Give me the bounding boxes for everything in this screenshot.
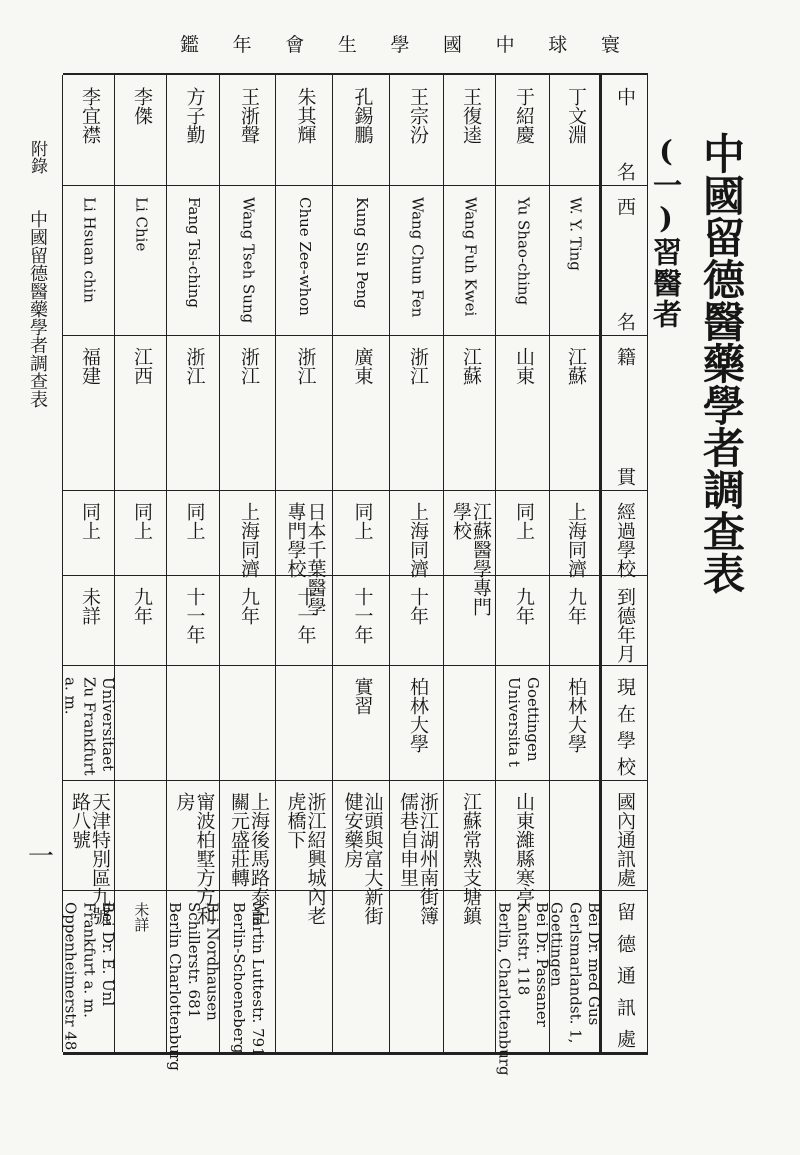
row-7-domestic (220, 792, 276, 925)
row-2-arrival-text: 九年 (512, 587, 535, 625)
row-3-province-text: 江蘇 (459, 347, 482, 385)
column-header-province (600, 347, 648, 486)
row-4-arrival (390, 587, 444, 661)
row-4-roman-text: Wang Chun Fen (408, 197, 427, 318)
running-header-char: 寰 (600, 34, 620, 56)
table-field-rule (63, 185, 648, 186)
row-10-school-text: 同上 (78, 502, 101, 540)
row-7-domestic-text: 上海後馬路泰記 關元盛莊轉 (228, 792, 270, 925)
running-header-char: 會 (285, 34, 305, 56)
column-header-domestic-text: 國內通訊處 (613, 792, 636, 887)
row-6-name-text: 朱其輝 (294, 87, 317, 144)
row-8-province-text: 浙江 (183, 347, 206, 385)
row-4-province-text: 浙江 (406, 347, 429, 385)
running-header-char: 球 (548, 34, 568, 56)
row-2-german-text: Bei Dr. Passaner Kantstr. 118 Berlin, Charlottenburg (495, 902, 552, 1076)
row-1-german (547, 902, 604, 1048)
page-title: 中國留德醫藥學者調查表 (697, 132, 746, 594)
row-8-domestic-text: 甯波柏墅方方利 房 (173, 792, 216, 925)
row-6-roman (276, 197, 333, 331)
running-header-char: 國 (443, 34, 463, 56)
row-2-name (496, 87, 550, 181)
row-8-arrival (167, 587, 220, 661)
row-6-name (276, 87, 333, 181)
row-7-name (220, 87, 276, 181)
running-header-char: 學 (390, 34, 410, 56)
row-3-domestic (444, 792, 496, 925)
table-field-rule (63, 490, 648, 491)
row-7-school-text: 上海同濟 (237, 502, 260, 578)
page-number: 一 (28, 842, 55, 872)
table-field-rule (63, 665, 648, 666)
row-1-school-text: 上海同濟 (564, 502, 587, 578)
row-4-arrival-text: 十年 (406, 587, 429, 625)
row-4-domestic (390, 792, 444, 925)
column-header-german-text: 留德通訊處 (613, 902, 636, 1048)
row-5-school-text: 同上 (351, 502, 374, 540)
row-6-arrival (276, 587, 333, 661)
row-7-german-text: Martin Luttestr. 791 Berlin-Schoeneberg (230, 902, 267, 1057)
row-1-current (550, 677, 600, 776)
row-7-school (220, 502, 276, 578)
row-5-arrival-text: 十一年 (351, 587, 374, 644)
row-9-school (115, 502, 167, 571)
row-1-current-text: 柏林大學 (564, 677, 587, 753)
row-9-arrival-text: 九年 (130, 587, 153, 625)
row-8-german (166, 902, 222, 1071)
running-header-char: 生 (337, 34, 357, 56)
row-5-name (333, 87, 390, 181)
row-8-name (167, 87, 220, 181)
row-3-school-text: 江蘇醫學專門 學校 (450, 502, 492, 616)
row-9-school-text: 同上 (130, 502, 153, 540)
row-4-school (390, 502, 444, 578)
row-5-domestic-text: 汕頭與富大新街 健安藥房 (341, 792, 384, 925)
row-5-province-text: 廣東 (351, 347, 374, 385)
running-header-char: 中 (495, 34, 515, 56)
table-field-rule (63, 780, 648, 781)
row-1-school (550, 502, 600, 578)
row-10-province-text: 福建 (78, 347, 101, 385)
row-2-name-text: 于紹慶 (512, 87, 535, 144)
column-header-school-text: 經過學校 (613, 502, 636, 578)
row-8-domestic (167, 792, 220, 925)
row-7-roman-text: Wang Tseh Sung (239, 197, 258, 324)
row-10-current-text: Universitaet Zu Frankfurt a. m. (61, 677, 118, 776)
row-4-province (390, 347, 444, 486)
row-4-roman (390, 197, 444, 331)
row-4-school-text: 上海同濟 (406, 502, 429, 578)
row-2-arrival (496, 587, 550, 661)
row-3-roman-text: Wang Fuh Kwei (461, 197, 480, 317)
table-field-rule (63, 335, 648, 336)
row-8-school (167, 502, 220, 571)
side-running-title: 中國留德醫藥學者調查表 (27, 210, 48, 408)
row-1-name-text: 丁文淵 (564, 87, 587, 144)
row-7-arrival-text: 九年 (237, 587, 260, 625)
row-1-arrival-text: 九年 (564, 587, 587, 625)
row-8-school-text: 同上 (183, 502, 206, 540)
row-9-roman (115, 197, 167, 331)
column-header-german (600, 902, 648, 1048)
row-10-current (61, 677, 118, 776)
row-8-german-text: B i Nordhausen Schillerstr. 681 Berlin Charlottenburg (166, 902, 222, 1071)
row-10-german-text: Bei Dr. E. Unl Frankfurt a. m. Oppenheimerstr 48 (61, 902, 118, 1051)
row-3-domestic-text: 江蘇常熟支塘鎮 (459, 792, 482, 925)
row-9-province-text: 江西 (130, 347, 153, 385)
row-3-name-text: 王復逵 (459, 87, 482, 144)
column-header-arrival (600, 587, 648, 661)
row-4-domestic-text: 浙江湖州南街簿 儒巷自申里 (397, 792, 439, 925)
column-header-domestic (600, 792, 648, 886)
row-6-province-text: 浙江 (294, 347, 317, 385)
row-5-arrival (333, 587, 390, 661)
row-4-current (390, 677, 444, 776)
row-2-current (496, 677, 550, 776)
row-8-name-text: 方子勤 (183, 87, 206, 144)
row-9-province (115, 347, 167, 486)
row-10-domestic-text: 天津特別區九號 路八號 (69, 792, 111, 925)
row-9-german (115, 902, 167, 1048)
row-3-name (444, 87, 496, 181)
row-5-roman (333, 197, 390, 331)
row-10-arrival-text: 未詳 (78, 587, 101, 625)
row-6-domestic (276, 792, 333, 925)
row-10-roman-text: Li Hsuan chin (80, 197, 99, 303)
row-2-province-text: 山東 (512, 347, 535, 385)
row-9-name-text: 李傑 (130, 87, 153, 125)
row-7-name-text: 王浙聲 (237, 87, 260, 144)
row-4-current-text: 柏林大學 (406, 677, 429, 753)
running-header-char: 年 (232, 34, 252, 56)
row-3-school (444, 502, 496, 616)
row-8-province (167, 347, 220, 486)
row-1-arrival (550, 587, 600, 661)
row-1-name (550, 87, 600, 181)
row-1-province (550, 347, 600, 486)
row-2-domestic-text: 山東濰縣寒亭 (512, 792, 535, 906)
row-6-school-text: 日本千葉醫學 專門學校 (284, 502, 327, 616)
running-header-char: 鑑 (180, 34, 200, 56)
row-5-roman-text: Kung Siu Peng (352, 197, 371, 309)
row-10-name (63, 87, 115, 181)
row-9-german-text: 未詳 (132, 902, 151, 932)
row-9-roman-text: Li Chie (132, 197, 151, 252)
row-7-province (220, 347, 276, 486)
section-subtitle: (一)習醫者 (649, 134, 683, 330)
row-9-name (115, 87, 167, 181)
row-10-domestic (63, 792, 115, 925)
row-7-arrival (220, 587, 276, 661)
side-appendix-label: 附錄 (27, 140, 47, 174)
column-header-name (600, 87, 648, 181)
row-10-german (61, 902, 118, 1051)
row-7-roman (220, 197, 276, 331)
column-header-province-text: 籍貫 (613, 347, 636, 486)
row-7-german (220, 902, 276, 1057)
row-2-school (496, 502, 550, 571)
row-10-school (63, 502, 115, 571)
table-field-rule (63, 575, 648, 576)
column-header-current-text: 現在學校 (613, 677, 636, 776)
column-header-name-text: 中名 (613, 87, 636, 181)
row-4-name-text: 王宗汾 (406, 87, 429, 144)
row-2-domestic (496, 792, 550, 906)
row-5-current (333, 677, 390, 776)
row-10-roman (63, 197, 115, 331)
row-3-province (444, 347, 496, 486)
row-2-roman (496, 197, 550, 331)
column-header-current (600, 677, 648, 776)
row-1-province-text: 江蘇 (564, 347, 587, 385)
row-10-name-text: 李宜襟 (78, 87, 101, 144)
row-8-arrival-text: 十一年 (183, 587, 206, 644)
row-5-current-text: 實習 (351, 677, 374, 715)
row-6-arrival-text: 十一年 (294, 587, 317, 644)
row-1-roman-text: W. Y. Ting (566, 197, 585, 271)
row-1-roman (550, 197, 600, 331)
row-7-province-text: 浙江 (237, 347, 260, 385)
running-header (180, 30, 620, 57)
row-5-province (333, 347, 390, 486)
column-header-arrival-text: 到德年月 (613, 587, 636, 663)
row-10-arrival (63, 587, 115, 661)
row-8-roman-text: Fang Tsi-ching (184, 197, 203, 308)
row-8-roman (167, 197, 220, 331)
row-5-name-text: 孔錫鵬 (351, 87, 374, 144)
row-6-domestic-text: 浙江紹興城內老 虎橋下 (284, 792, 327, 925)
row-1-german-text: Bei Dr. med Gus Gerlsmarlandst. 1, Goettingen (547, 902, 604, 1044)
row-4-name (390, 87, 444, 181)
row-10-province (63, 347, 115, 486)
row-3-roman (444, 197, 496, 331)
row-5-domestic (333, 792, 390, 925)
row-2-school-text: 同上 (512, 502, 535, 540)
column-header-roman (600, 197, 648, 331)
column-header-roman-text: 西名 (613, 197, 636, 331)
row-6-province (276, 347, 333, 486)
row-2-german (495, 902, 552, 1076)
row-2-province (496, 347, 550, 486)
row-5-school (333, 502, 390, 571)
row-6-roman-text: Chue Zee-whon (295, 197, 314, 316)
row-2-roman-text: Yu Shao-ching (514, 197, 533, 306)
row-2-current-text: Goettingen Universita t (505, 677, 542, 767)
table-field-rule (63, 890, 648, 891)
row-9-arrival (115, 587, 167, 661)
column-header-school (600, 502, 648, 578)
survey-table (61, 73, 648, 1076)
